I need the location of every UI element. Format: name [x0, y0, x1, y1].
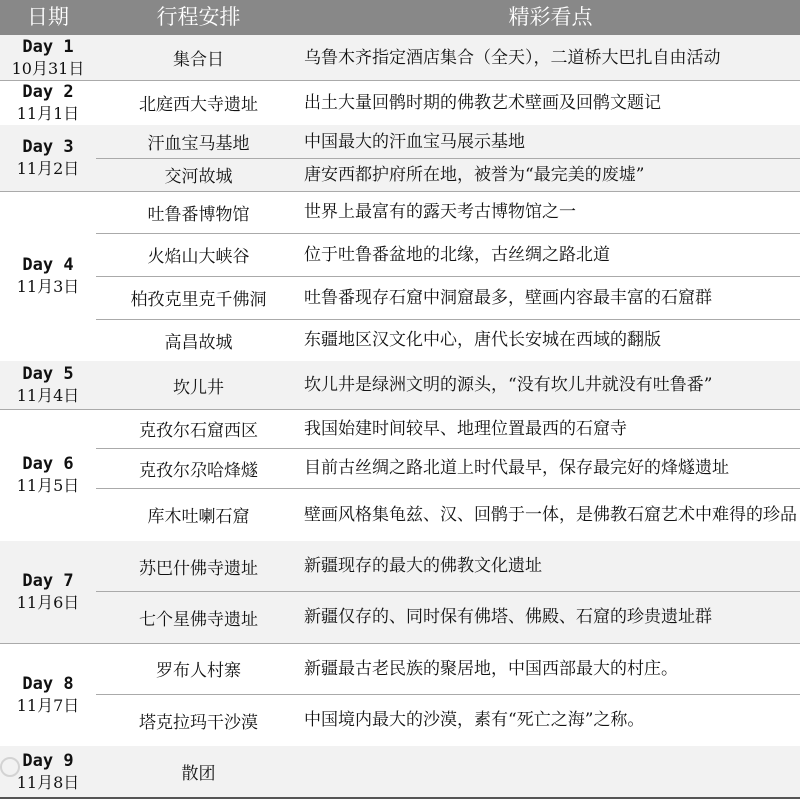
day-number: Day 3 — [22, 137, 74, 157]
table-header — [0, 0, 800, 35]
activity-highlight — [304, 643, 798, 694]
activity-place: 汗血宝马基地 — [147, 134, 250, 154]
activity-highlight — [304, 233, 798, 276]
day-cell — [0, 125, 96, 191]
activity-highlight — [304, 125, 798, 158]
highlight-text: 中国最大的汗血宝马展示基地 — [304, 131, 525, 152]
activity-place: 北庭西大寺遗址 — [139, 95, 258, 115]
highlight-text: 吐鲁番现存石窟中洞窟最多，壁画内容最丰富的石窟群 — [304, 287, 712, 308]
activity-highlight — [304, 591, 798, 643]
day-number: Day 4 — [22, 255, 74, 275]
header-highlights: 精彩看点 — [508, 5, 593, 29]
activity-place: 高昌故城 — [164, 332, 233, 353]
day-date: 11月3日 — [16, 277, 80, 296]
day-cell — [0, 409, 96, 541]
activity-place: 克孜尔尕哈烽燧 — [139, 460, 258, 481]
day-cell — [0, 80, 96, 125]
activity-place: 罗布人村寨 — [156, 661, 241, 681]
activity-place: 库木吐喇石窟 — [147, 507, 250, 527]
day-number: Day 6 — [22, 454, 74, 474]
activity-highlight — [304, 319, 798, 361]
day-cell — [0, 35, 96, 80]
highlight-text: 出土大量回鹘时期的佛教艺术壁画及回鹘文题记 — [304, 92, 661, 113]
activity-place: 七个星佛寺遗址 — [139, 609, 258, 630]
highlight-text: 新疆最古老民族的聚居地，中国西部最大的村庄。 — [304, 658, 678, 679]
highlight-text: 坎儿井是绿洲文明的源头，“没有坎儿井就没有吐鲁番” — [304, 375, 713, 395]
activity-highlight — [304, 35, 798, 80]
highlight-text: 新疆仅存的、同时保有佛塔、佛殿、石窟的珍贵遗址群 — [304, 607, 712, 627]
day-number: Day 9 — [22, 750, 74, 771]
day-number: Day 1 — [22, 36, 74, 57]
day-cell — [0, 643, 96, 746]
activity-highlight — [304, 488, 798, 541]
activity-place: 柏孜克里克千佛洞 — [130, 290, 267, 310]
activity-place: 集合日 — [173, 50, 224, 70]
activity-place: 交河故城 — [164, 167, 233, 187]
activity-highlight — [304, 158, 798, 191]
day-date: 11月5日 — [16, 476, 80, 495]
day-number: Day 8 — [22, 673, 74, 694]
highlight-text: 东疆地区汉文化中心，唐代长安城在西域的翻版 — [304, 330, 661, 350]
activity-highlight — [304, 191, 798, 233]
activity-highlight — [304, 409, 798, 448]
day-number: Day 7 — [22, 571, 74, 591]
day-date: 11月8日 — [16, 772, 80, 792]
day-cell — [0, 191, 96, 361]
header-itinerary: 行程安排 — [156, 5, 241, 29]
highlight-text: 新疆现存的最大的佛教文化遗址 — [304, 556, 542, 576]
day-date: 11月6日 — [16, 593, 80, 612]
activity-highlight — [304, 541, 798, 591]
activity-place: 克孜尔石窟西区 — [139, 421, 258, 441]
highlight-text: 壁画风格集龟兹、汉、回鹘于一体，是佛教石窟艺术中难得的珍品 — [304, 504, 797, 525]
day-cell — [0, 746, 96, 797]
day-number: Day 2 — [22, 81, 74, 102]
activity-highlight — [304, 448, 798, 488]
day-date: 11月2日 — [16, 159, 80, 178]
highlight-text: 目前古丝绸之路北道上时代最早，保存最完好的烽燧遗址 — [304, 458, 729, 478]
day-number: Day 5 — [22, 364, 74, 384]
highlight-text: 乌鲁木齐指定酒店集合（全天），二道桥大巴扎自由活动 — [304, 47, 721, 68]
day-cell — [0, 361, 96, 409]
activity-highlight — [304, 80, 798, 125]
highlight-text: 中国境内最大的沙漠，素有“死亡之海”之称。 — [304, 710, 645, 730]
day-date: 11月7日 — [16, 695, 80, 715]
table-bottom-rule — [0, 797, 800, 799]
activity-highlight — [304, 694, 798, 746]
activity-highlight — [304, 746, 798, 797]
activity-place: 塔克拉玛干沙漠 — [139, 712, 258, 733]
highlight-text: 世界上最富有的露天考古博物馆之一 — [304, 202, 576, 222]
header-date: 日期 — [27, 5, 69, 29]
activity-place: 苏巴什佛寺遗址 — [139, 558, 258, 579]
highlight-text: 唐安西都护府所在地，被誉为“最完美的废墟” — [304, 164, 645, 185]
activity-place: 火焰山大峡谷 — [147, 247, 250, 267]
activity-place: 吐鲁番博物馆 — [147, 204, 250, 225]
day-date: 10月31日 — [11, 58, 85, 78]
activity-highlight — [304, 276, 798, 319]
activity-place: 散团 — [181, 764, 216, 784]
highlight-text: 位于吐鲁番盆地的北缘，古丝绸之路北道 — [304, 244, 610, 265]
day-date: 11月1日 — [16, 103, 80, 123]
day-cell — [0, 541, 96, 643]
highlight-text: 我国始建时间较早、地理位置最西的石窟寺 — [304, 418, 627, 439]
activity-highlight — [304, 361, 798, 409]
activity-place: 坎儿井 — [173, 377, 224, 398]
day-date: 11月4日 — [16, 386, 80, 405]
